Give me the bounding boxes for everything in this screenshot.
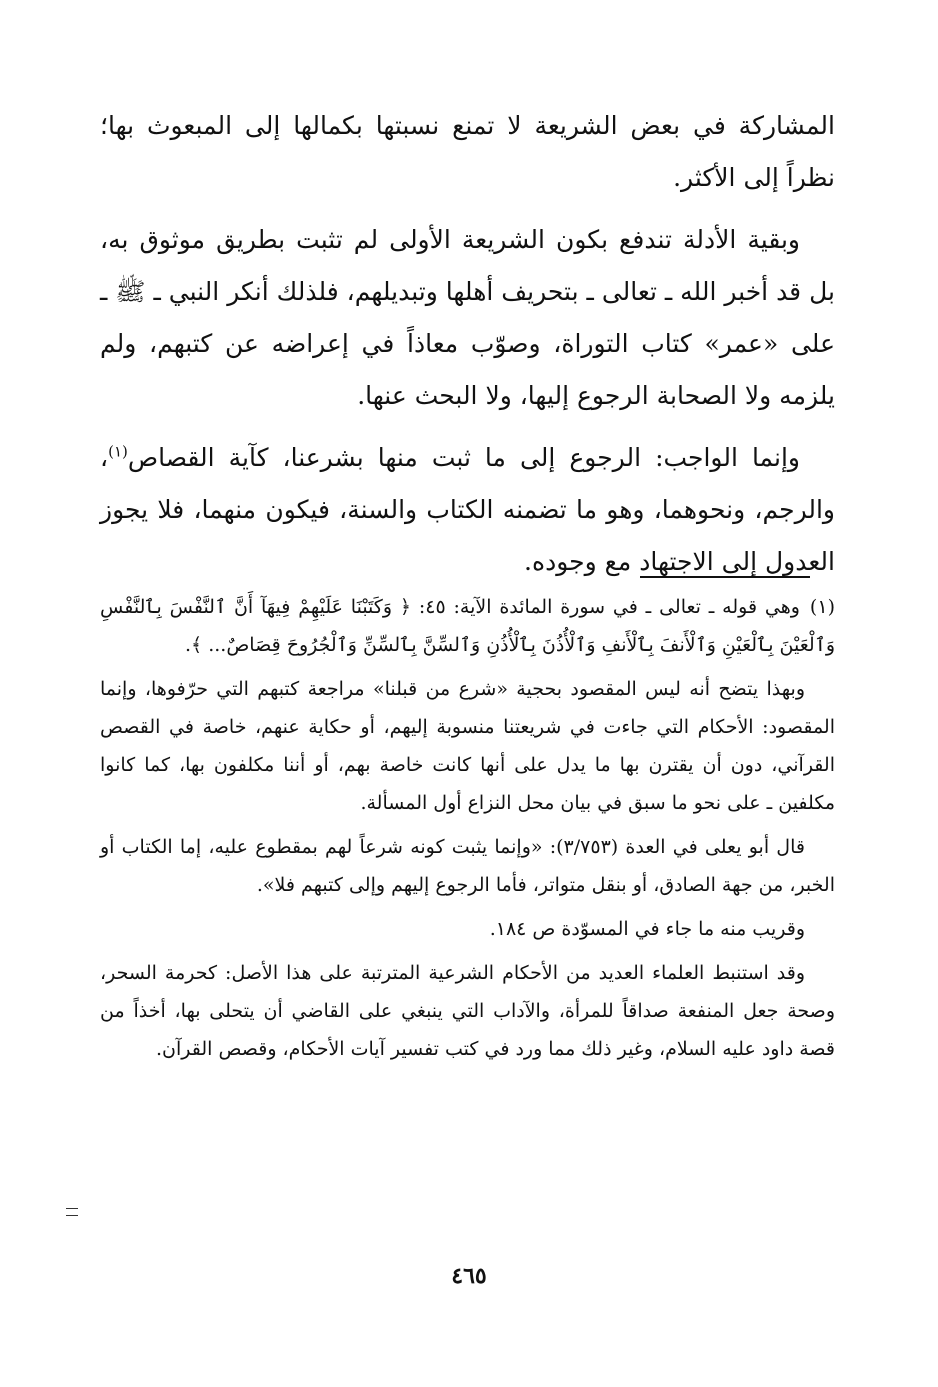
footnote-1-number: (١) — [809, 596, 835, 618]
margin-mark — [66, 1208, 78, 1216]
paragraph-3 — [100, 432, 835, 588]
paragraph-3-text-b: ، والرجم، ونحوهما، وهو ما تضمنه الكتاب والسنة، فيكون منهما، فلا يجوز العدول إلى الاجتهاد مع وجوده. — [100, 443, 835, 576]
footnote-note-3: وقريب منه ما جاء في المسوّدة ص ١٨٤. — [489, 918, 805, 940]
paragraph-1: المشاركة في بعض الشريعة لا تمنع نسبتها بكمالها إلى المبعوث بها؛ نظراً إلى الأكثر. — [100, 111, 835, 192]
footnote-note-1: وبهذا يتضح أنه ليس المقصود بحجية «شرع من قبلنا» مراجعة كتبهم التي حرّفوها، وإنما المقصود: الأحكام التي جاءت في شريعتنا منسوبة إليهم، أو حكاية عنهم، خاصة في القصص القرآني، دون أن يقترن بها ما يدل على أنها كانت خاصة بهم، أو أننا مكلفون بها، كما كانوا مكلفين ـ على نحو ما سبق في بيان محل النزاع أول المسألة. — [100, 678, 835, 814]
footnote-reference-1[interactable]: (١) — [108, 442, 128, 461]
footnote-1 — [100, 588, 835, 664]
footnotes-section — [100, 588, 835, 1074]
quran-verse: ﴿ وَكَتَبْنَا عَلَيْهِمْ فِيهَآ أَنَّ ٱلنَّفْسَ بِٱلنَّفْسِ وَٱلْعَيْنَ بِٱلْعَيْنِ وَٱلْأَنفَ بِٱلْأَنفِ وَٱلْأُذُنَ بِٱلْأُذُنِ وَٱلسِّنَّ بِٱلسِّنِّ وَٱلْجُرُوحَ قِصَاصٌ... ﴾. — [100, 596, 835, 656]
footnote-note-2: قال أبو يعلى في العدة (٣/٧٥٣): «وإنما يثبت كونه شرعاً لهم بمقطوع عليه، إما الكتاب أو الخبر، من جهة الصادق، أو بنقل متواتر، فأما الرجوع إليهم وإلى كتبهم فلا». — [100, 836, 835, 896]
main-body-text — [100, 100, 835, 598]
paragraph-3-text-a: وإنما الواجب: الرجوع إلى ما ثبت منها بشرعنا، كآية القصاص — [127, 443, 800, 472]
footnote-separator — [640, 576, 810, 578]
footnote-note-4: وقد استنبط العلماء العديد من الأحكام الشرعية المترتبة على هذا الأصل: كحرمة السحر، وصحة جعل المنفعة صداقاً للمرأة، والآداب التي ينبغي على القاضي أن يتحلى بها، أخذاً من قصة داود عليه السلام، وغير ذلك مما ورد في كتب تفسير آيات الأحكام، وقصص القرآن. — [100, 962, 835, 1060]
footnote-1-intro: وهي قوله ـ تعالى ـ في سورة المائدة الآية: ٤٥: — [418, 596, 800, 618]
page-number: ٤٦٥ — [451, 1263, 487, 1289]
paragraph-2: وبقية الأدلة تندفع بكون الشريعة الأولى لم تثبت بطريق موثوق به، بل قد أخبر الله ـ تعالى ـ بتحريف أهلها وتبديلهم، فلذلك أنكر النبي ـ ﷺ ـ على «عمر» كتاب التوراة، وصوّب معاذاً في إعراضه عن كتبهم، ولم يلزمه ولا الصحابة الرجوع إليها، ولا البحث عنها. — [100, 225, 835, 410]
